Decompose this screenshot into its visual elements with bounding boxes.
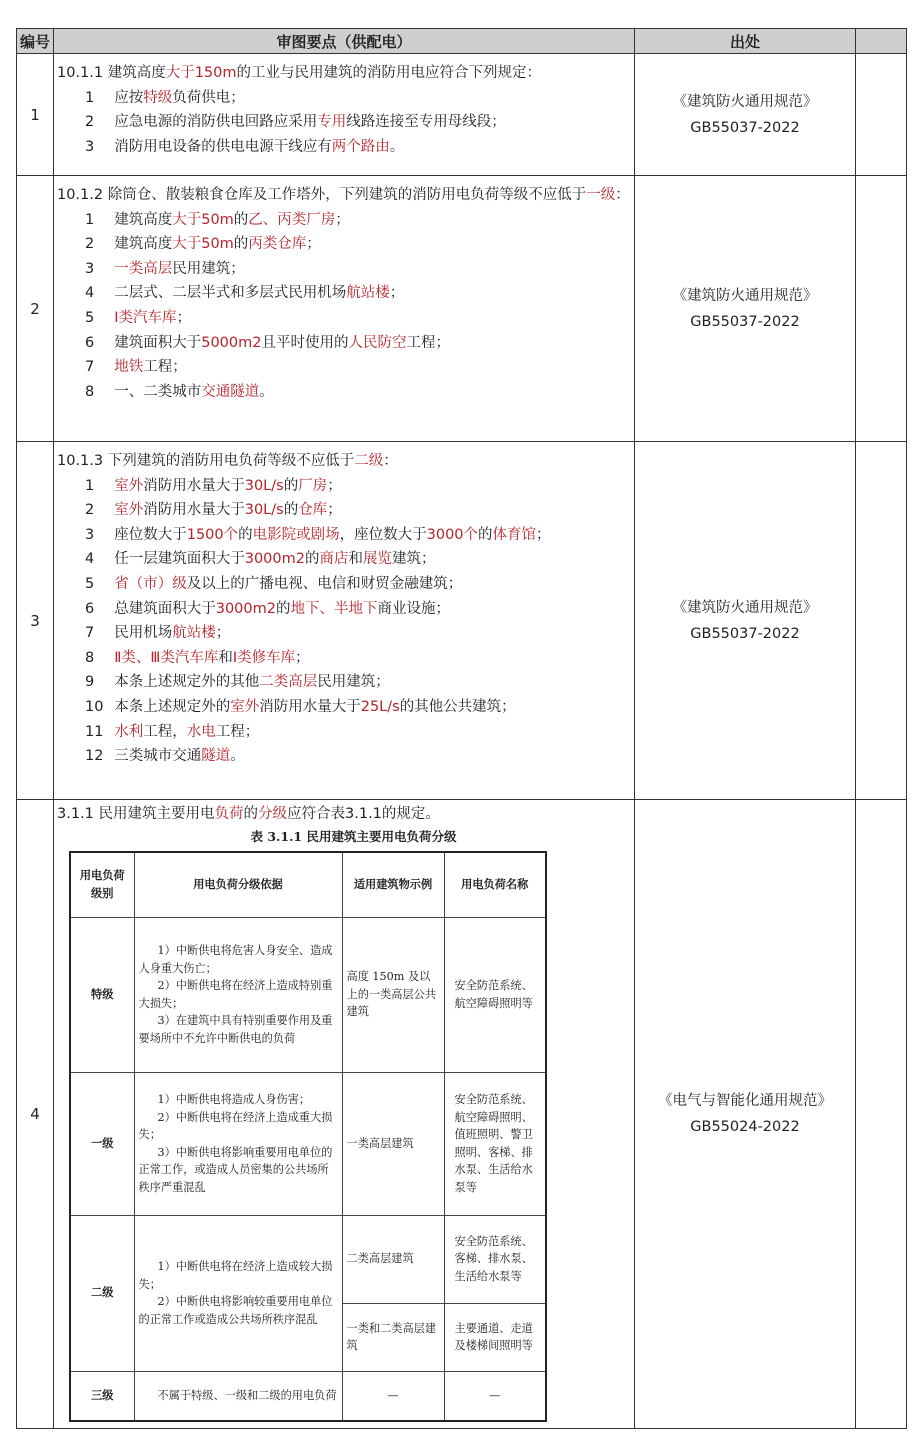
row-number: 1 <box>17 54 54 176</box>
clause-heading <box>57 449 630 474</box>
source-title: 《建筑防火通用规范》 <box>672 93 818 110</box>
level-first: 一级 <box>70 1072 134 1215</box>
row-number: 2 <box>17 176 54 442</box>
highlight-text: 室外 <box>114 477 144 494</box>
clause-text: 工程， <box>143 723 187 740</box>
clause-text: 消防用水量大于 <box>259 698 361 715</box>
list-item <box>57 670 630 695</box>
clause-text: ； <box>389 285 405 302</box>
list-item <box>57 135 630 160</box>
clause-text: 线路连接至专用母线段； <box>346 114 506 131</box>
list-item <box>57 572 630 597</box>
clause-text: ； <box>176 309 191 326</box>
highlight-text: 交通隧道 <box>201 383 260 400</box>
table-row <box>17 442 907 800</box>
item-number: 1 <box>85 89 95 106</box>
item-number: 5 <box>85 309 95 326</box>
list-item <box>57 257 630 282</box>
clause-heading <box>57 61 630 86</box>
clause-text: 应按 <box>114 89 144 106</box>
item-number: 5 <box>85 575 95 592</box>
subtable-header-basis: 用电负荷分级依据 <box>134 852 342 918</box>
table-header-row <box>17 29 907 54</box>
item-number: 4 <box>85 551 95 568</box>
clause-text: ： <box>383 453 398 469</box>
item-number: 3 <box>85 260 95 277</box>
basis-line: 1）中断供电将在经济上造成较大损失； <box>138 1260 333 1291</box>
list-item <box>57 355 630 380</box>
clause-text: 的 <box>478 526 493 543</box>
name-second-1: 安全防范系统、客梯、排水泵、生活给水泵等 <box>444 1215 546 1303</box>
clause-text: ，座位数大于 <box>339 526 427 543</box>
list-item <box>57 380 630 405</box>
list-item <box>57 597 630 622</box>
highlight-text: 隧道 <box>201 748 231 765</box>
clause-text: 民用建筑； <box>172 260 245 277</box>
source-title: 《电气与智能化通用规范》 <box>658 1093 832 1110</box>
subtable-header-row <box>70 852 546 918</box>
load-classification-table <box>69 851 547 1423</box>
highlight-text: 省（市）级 <box>114 575 187 592</box>
highlight-text: 大于50m <box>172 236 234 253</box>
clause-text: 建筑高度 <box>114 236 173 253</box>
highlight-text: 特级 <box>143 89 173 106</box>
subtable-row-third <box>70 1371 546 1421</box>
clause-text: ； <box>215 625 231 642</box>
clause-text: 消防用水量大于 <box>143 477 245 494</box>
row-number: 3 <box>17 442 54 800</box>
item-number: 7 <box>85 625 95 642</box>
header-source: 出处 <box>635 29 856 54</box>
example-special: 高度 150m 及以上的一类高层公共建筑 <box>342 917 444 1072</box>
clause-text: 的 <box>243 806 259 822</box>
basis-second <box>134 1215 342 1371</box>
item-number: 6 <box>85 334 95 351</box>
clause-text: 座位数大于 <box>114 526 187 543</box>
clause-text: 任一层建筑面积大于 <box>114 551 245 568</box>
clause-text: 工程； <box>406 334 450 351</box>
clause-text: 的 <box>283 477 299 494</box>
basis-line: 2）中断供电将在经济上造成重大损失； <box>138 1110 333 1142</box>
highlight-text: 丙类仓库 <box>248 236 307 253</box>
subtable-row-first <box>70 1072 546 1215</box>
item-number: 12 <box>85 748 104 765</box>
row-source <box>635 442 856 800</box>
clause-text: 且平时使用的 <box>261 334 349 351</box>
row-source <box>635 54 856 176</box>
basis-line: 不属于特级、一级和二级的用电负荷 <box>157 1389 337 1403</box>
clause-items <box>57 474 630 769</box>
highlight-text: 航站楼 <box>346 285 390 302</box>
example-first: 一类高层建筑 <box>342 1072 444 1215</box>
clause-text: 的其他公共建筑； <box>399 698 516 715</box>
clause-text: 本条上述规定外的 <box>114 698 231 715</box>
clause-text: 。 <box>389 138 405 155</box>
basis-line: 1）中断供电将造成人身伤害； <box>157 1093 311 1107</box>
level-special: 特级 <box>70 917 134 1072</box>
clause-text: 建筑高度 <box>114 211 173 228</box>
highlight-text: 负荷 <box>214 806 244 822</box>
highlight-text: 3000m2 <box>244 551 305 568</box>
highlight-text: 大于50m <box>172 211 234 228</box>
highlight-text: 二类高层 <box>259 674 318 691</box>
highlight-text: 电影院或剧场 <box>252 526 340 543</box>
highlight-text: 展览 <box>362 551 392 568</box>
row-extra <box>856 800 907 1429</box>
clause-text: 二层式、二层半式和多层式民用机场 <box>114 285 347 302</box>
highlight-text: 仓库 <box>298 502 328 519</box>
clause-text: 和 <box>348 551 363 568</box>
row-number: 4 <box>17 800 54 1429</box>
basis-special <box>134 917 342 1072</box>
clause-items <box>57 208 630 405</box>
name-third: — <box>444 1371 546 1421</box>
list-item <box>57 110 630 135</box>
list-item <box>57 232 630 257</box>
source-code: GB55024-2022 <box>690 1119 800 1136</box>
list-item <box>57 720 630 745</box>
header-review-points: 审图要点（供配电） <box>54 29 635 54</box>
item-number: 11 <box>85 723 104 740</box>
clause-text: ； <box>295 649 310 666</box>
item-number: 10 <box>85 698 104 715</box>
clause-text: 10.1.1 建筑高度 <box>57 65 166 81</box>
item-number: 1 <box>85 477 95 494</box>
highlight-text: 商店 <box>319 551 349 568</box>
item-number: 8 <box>85 383 95 400</box>
clause-text: 及以上的广播电视、电信和财贸金融建筑； <box>186 575 463 592</box>
highlight-text: Ⅰ类修车库 <box>232 649 296 666</box>
highlight-text: 乙、丙类厂房 <box>248 211 336 228</box>
list-item <box>57 695 630 720</box>
highlight-text: 水电 <box>186 723 216 740</box>
subtable-row-special <box>70 917 546 1072</box>
clause-text: 民用建筑； <box>317 674 390 691</box>
list-item <box>57 474 630 499</box>
clause-text: 。 <box>230 748 245 765</box>
name-first: 安全防范系统、航空障碍照明、值班照明、警卫照明、客梯、排水泵、生活给水泵等 <box>444 1072 546 1215</box>
basis-line: 2）中断供电将影响较重要用电单位的正常工作或造成公共场所秩序混乱 <box>138 1295 333 1326</box>
level-second: 二级 <box>70 1215 134 1371</box>
clause-text: 10.1.2 除筒仓、散装粮食仓库及工作塔外，下列建筑的消防用电负荷等级不应低于 <box>57 187 587 203</box>
basis-line: 2）中断供电将在经济上造成特别重大损失； <box>138 979 333 1010</box>
row-extra <box>856 176 907 442</box>
highlight-text: 大于150m <box>165 65 237 81</box>
row-points <box>54 176 635 442</box>
clause-text: 的工业与民用建筑的消防用电应符合下列规定： <box>236 65 542 81</box>
list-item <box>57 86 630 111</box>
basis-first <box>134 1072 342 1215</box>
item-number: 4 <box>85 285 95 302</box>
highlight-text: 1500个 <box>186 526 239 543</box>
clause-text: 的 <box>233 211 249 228</box>
highlight-text: 水利 <box>114 723 144 740</box>
item-number: 2 <box>85 502 95 519</box>
highlight-text: 航站楼 <box>172 625 216 642</box>
item-number: 3 <box>85 138 95 155</box>
item-number: 8 <box>85 649 95 666</box>
item-number: 7 <box>85 359 95 376</box>
source-code: GB55037-2022 <box>690 119 800 136</box>
clause-text: 消防用电设备的供电电源干线应有 <box>114 138 332 155</box>
clause-text: 应符合表3.1.1的规定。 <box>287 806 440 822</box>
clause-text: 建筑； <box>391 551 436 568</box>
clause-text: 总建筑面积大于 <box>114 600 216 617</box>
basis-line: 1）中断供电将危害人身安全、造成人身重大伤亡； <box>138 944 333 975</box>
clause-text: 。 <box>259 383 274 400</box>
highlight-text: 3000个 <box>426 526 479 543</box>
clause-text: 工程； <box>215 723 260 740</box>
highlight-text: 25L/s <box>360 698 400 715</box>
subtable-row-second-a <box>70 1215 546 1303</box>
clause-items <box>57 86 630 160</box>
basis-third <box>134 1371 342 1421</box>
list-item <box>57 281 630 306</box>
clause-heading <box>57 183 630 208</box>
clause-text: 的 <box>304 551 320 568</box>
table-row <box>17 54 907 176</box>
clause-text: 民用机场 <box>114 625 173 642</box>
highlight-text: 地下、半地下 <box>290 600 378 617</box>
clause-text: 3.1.1 民用建筑主要用电 <box>57 806 215 822</box>
highlight-text: 30L/s <box>244 477 284 494</box>
highlight-text: 厂房 <box>298 477 328 494</box>
item-number: 1 <box>85 211 95 228</box>
clause-text: 一、二类城市 <box>114 383 202 400</box>
list-item <box>57 498 630 523</box>
clause-text: 三类城市交通 <box>114 748 202 765</box>
example-third: — <box>342 1371 444 1421</box>
subtable-title: 表 3.1.1 民用建筑主要用电负荷分级 <box>250 828 457 844</box>
row-extra <box>856 54 907 176</box>
item-number: 6 <box>85 600 95 617</box>
clause-text: ； <box>536 526 551 543</box>
source-code: GB55037-2022 <box>690 625 800 642</box>
row-source <box>635 800 856 1429</box>
clause-text: ； <box>327 502 342 519</box>
example-second-1: 二类高层建筑 <box>342 1215 444 1303</box>
source-title: 《建筑防火通用规范》 <box>672 287 818 304</box>
clause-text: 建筑面积大于 <box>114 334 202 351</box>
review-points-table <box>16 28 907 1429</box>
highlight-text: 室外 <box>114 502 144 519</box>
highlight-text: 室外 <box>230 698 260 715</box>
clause-text: 商业设施； <box>377 600 450 617</box>
list-item <box>57 547 630 572</box>
clause-text: 的 <box>283 502 299 519</box>
clause-text: 的 <box>233 236 249 253</box>
row-points <box>54 54 635 176</box>
highlight-text: Ⅱ类、Ⅲ类汽车库 <box>114 649 219 666</box>
highlight-text: 两个路由 <box>331 138 390 155</box>
highlight-text: 人民防空 <box>348 334 407 351</box>
source-code: GB55037-2022 <box>690 313 800 330</box>
list-item <box>57 744 630 769</box>
name-special: 安全防范系统、航空障碍照明等 <box>444 917 546 1072</box>
item-number: 9 <box>85 674 95 691</box>
row-points <box>54 442 635 800</box>
row-extra <box>856 442 907 800</box>
highlight-text: 体育馆 <box>492 526 537 543</box>
clause-text: 和 <box>218 649 233 666</box>
level-third: 三级 <box>70 1371 134 1421</box>
source-title: 《建筑防火通用规范》 <box>672 599 818 616</box>
header-number: 编号 <box>17 29 54 54</box>
clause-text: ； <box>327 477 342 494</box>
example-second-2: 一类和二类高层建筑 <box>342 1303 444 1371</box>
header-extra <box>856 29 907 54</box>
clause-text: 的 <box>275 600 291 617</box>
list-item <box>57 523 630 548</box>
highlight-text: 5000m2 <box>201 334 262 351</box>
clause-text: 工程； <box>143 359 187 376</box>
highlight-text: 3000m2 <box>215 600 276 617</box>
highlight-text: 专用 <box>317 114 347 131</box>
basis-line: 3）中断供电将影响重要用电单位的正常工作，或造成人员密集的公共场所秩序严重混乱 <box>138 1145 333 1194</box>
subtable-header-name: 用电负荷名称 <box>444 852 546 918</box>
row-source <box>635 176 856 442</box>
item-number: 2 <box>85 236 95 253</box>
highlight-text: 一级 <box>586 187 616 203</box>
clause-text: 负荷供电； <box>172 89 245 106</box>
subtable-header-example: 适用建筑物示例 <box>342 852 444 918</box>
highlight-text: 分级 <box>258 806 288 822</box>
table-row <box>17 176 907 442</box>
clause-text: 应急电源的消防供电回路应采用 <box>114 114 318 131</box>
list-item <box>57 208 630 233</box>
list-item <box>57 646 630 671</box>
highlight-text: 地铁 <box>114 359 144 376</box>
clause-text: ； <box>335 211 350 228</box>
highlight-text: 30L/s <box>244 502 284 519</box>
highlight-text: Ⅰ类汽车库 <box>114 309 177 326</box>
name-second-2: 主要通道、走道及楼梯间照明等 <box>444 1303 546 1371</box>
clause-text: ： <box>615 187 630 203</box>
clause-text: 本条上述规定外的其他 <box>114 674 260 691</box>
item-number: 2 <box>85 114 95 131</box>
clause-text: 消防用水量大于 <box>143 502 245 519</box>
highlight-text: 二级 <box>354 453 384 469</box>
row-points <box>54 800 635 1429</box>
clause-text: 的 <box>238 526 253 543</box>
list-item <box>57 621 630 646</box>
clause-text: 10.1.3 下列建筑的消防用电负荷等级不应低于 <box>57 453 355 469</box>
item-number: 3 <box>85 526 95 543</box>
subtable-header-level: 用电负荷级别 <box>70 852 134 918</box>
basis-line: 3）在建筑中具有特别重要作用及重要场所中不允许中断供电的负荷 <box>138 1014 333 1045</box>
list-item <box>57 306 630 331</box>
list-item <box>57 331 630 356</box>
highlight-text: 一类高层 <box>114 260 173 277</box>
clause-text: ； <box>306 236 321 253</box>
table-row <box>17 800 907 1429</box>
clause-heading <box>57 802 630 827</box>
